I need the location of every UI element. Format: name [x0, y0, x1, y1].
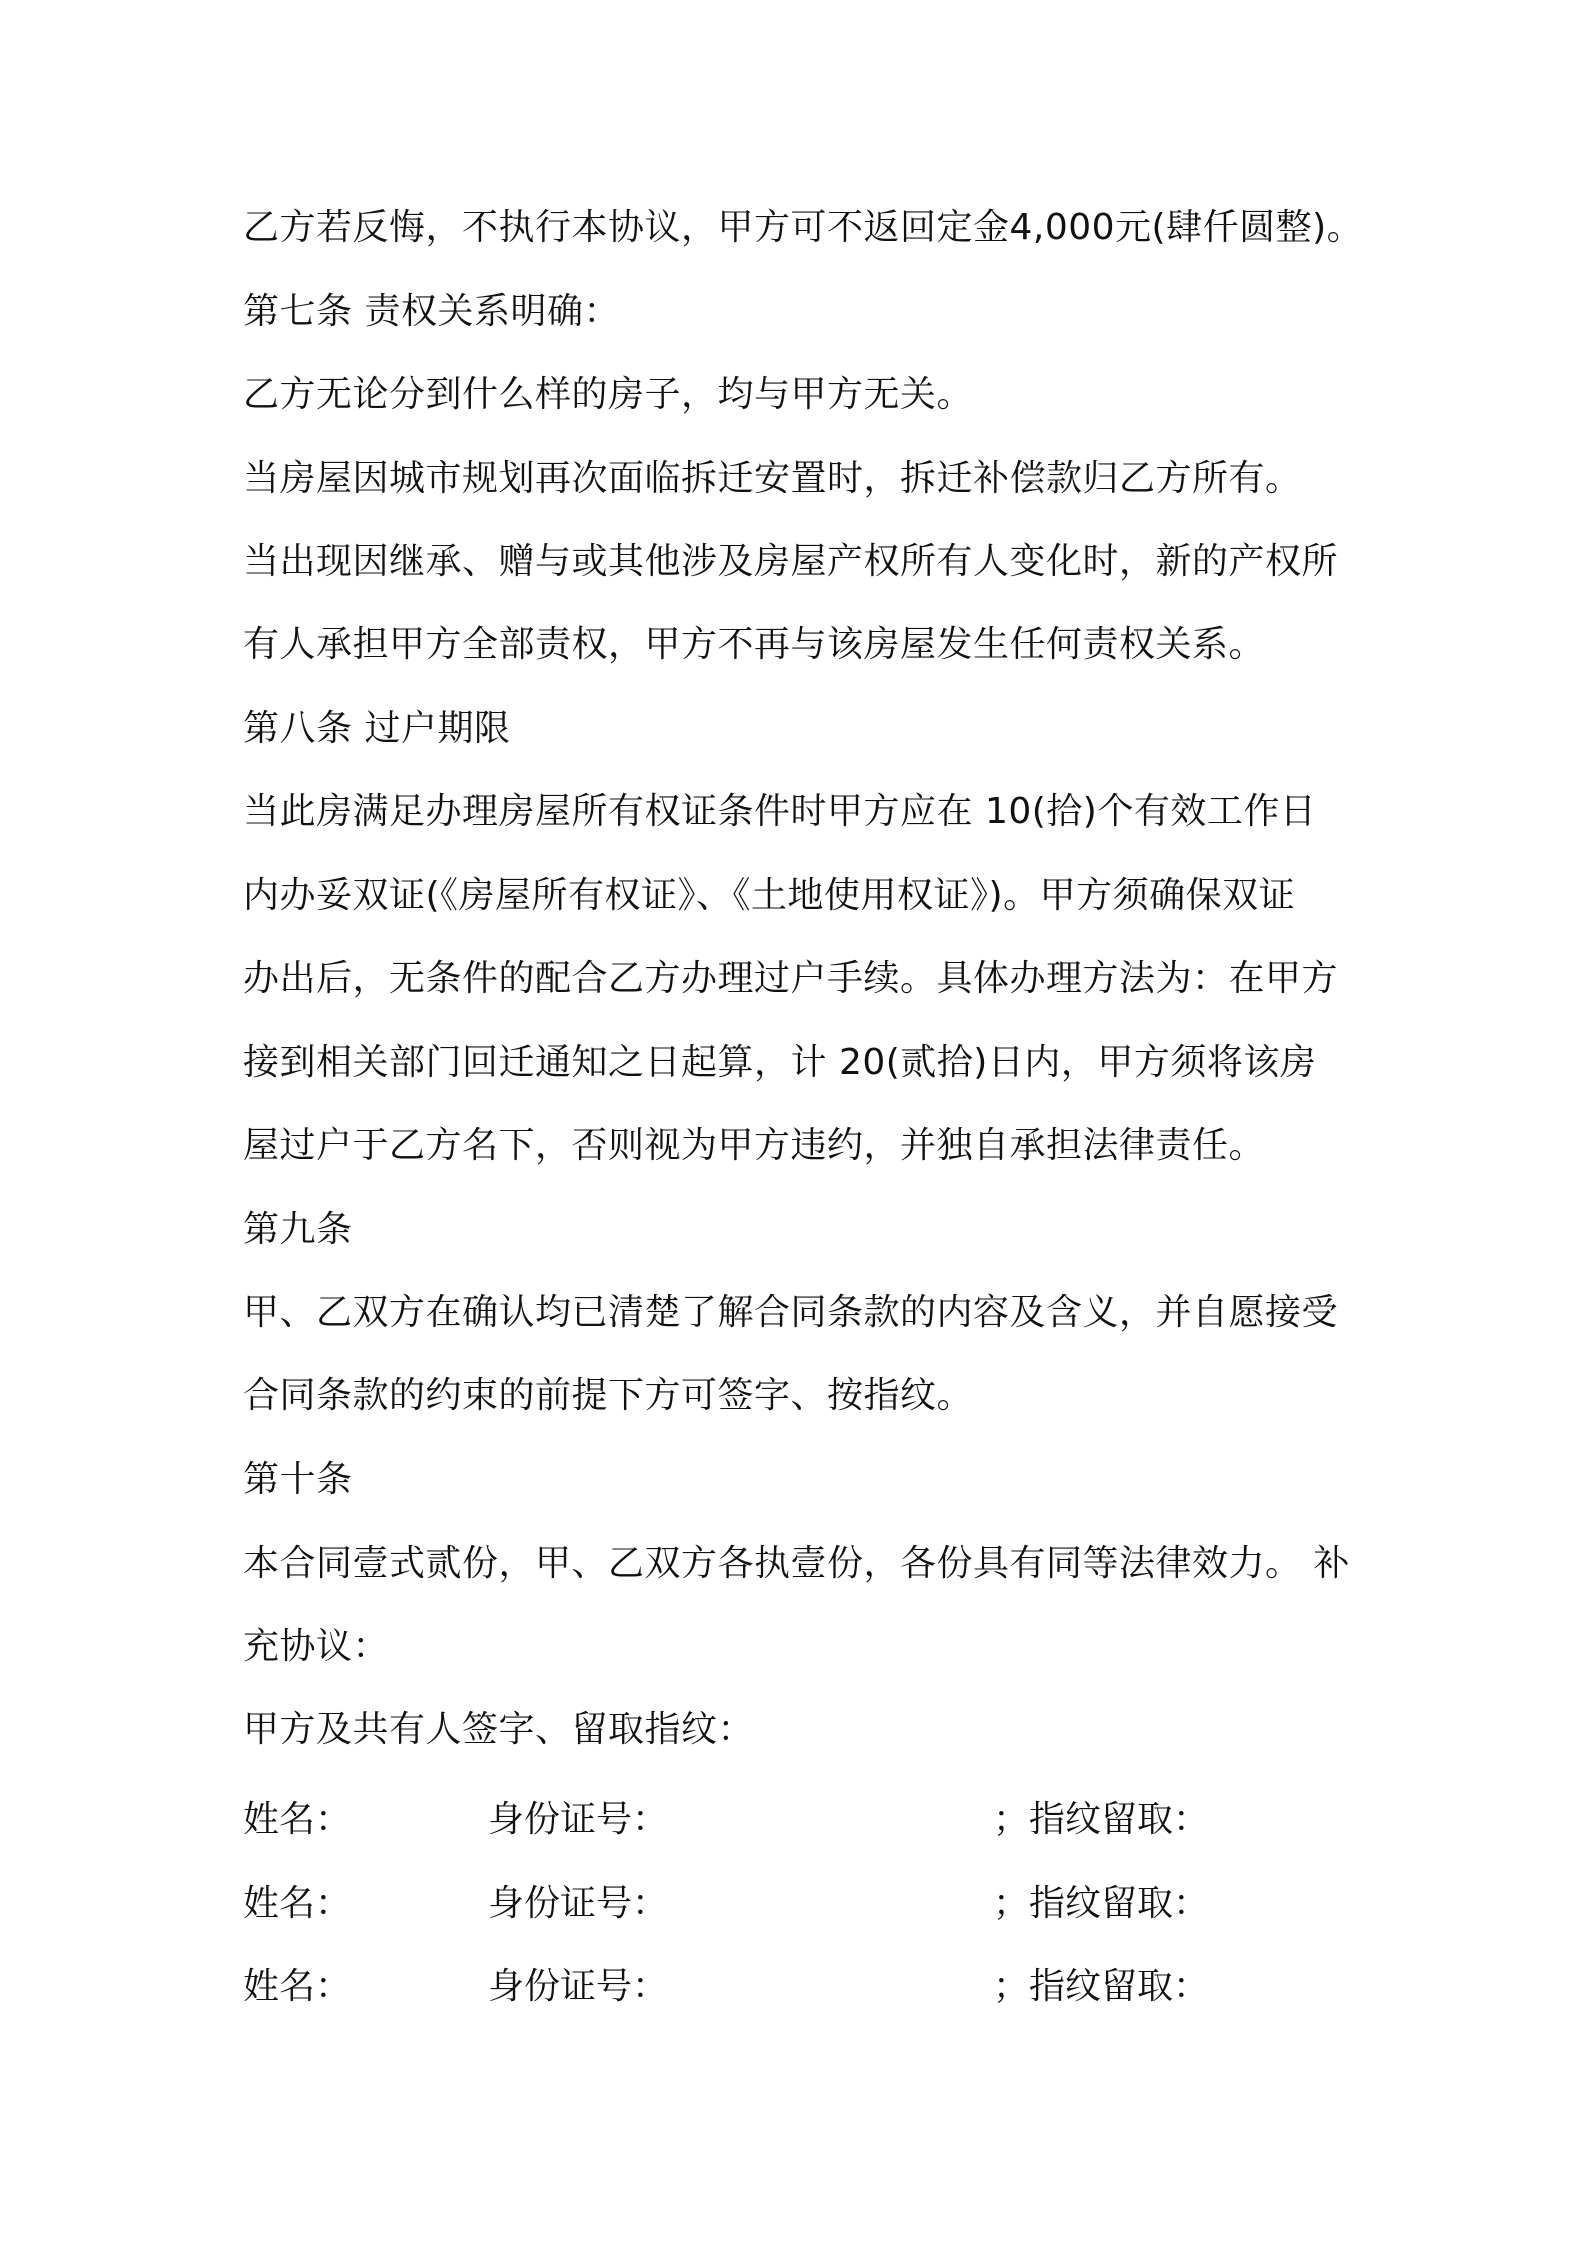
text-line: 内办妥双证(《房屋所有权证》、《土地使用权证》)。甲方须确保双证 — [243, 875, 1296, 916]
signature-row — [243, 1963, 1363, 2011]
text-line: 充协议： — [243, 1626, 390, 1667]
article-heading: 第十条 — [243, 1459, 353, 1500]
text-line: 当出现因继承、赠与或其他涉及房屋产权所有人变化时，新的产权所 — [243, 541, 1339, 582]
text-line: 本合同壹式贰份，甲、乙双方各执壹份，各份具有同等法律效力。 补 — [243, 1543, 1350, 1584]
article-heading: 第九条 — [243, 1209, 353, 1250]
text-line: 当此房满足办理房屋所有权证条件时甲方应在 10(拾)个有效工作日 — [243, 791, 1317, 832]
article-heading: 第七条 责权关系明确： — [243, 291, 620, 332]
text-line: 合同条款的约束的前提下方可签字、按指纹。 — [243, 1375, 974, 1416]
id-number-label: 身份证号： — [488, 1799, 669, 1840]
fingerprint-label: ；指纹留取： — [993, 1883, 1210, 1924]
text-line: 接到相关部门回迁通知之日起算，计 20(贰拾)日内，甲方须将该房 — [243, 1042, 1317, 1083]
text-line: 有人承担甲方全部责权，甲方不再与该房屋发生任何责权关系。 — [243, 624, 1266, 665]
signature-row — [243, 1880, 1363, 1928]
article-heading: 第八条 过户期限 — [243, 708, 511, 749]
fingerprint-label: ；指纹留取： — [993, 1966, 1210, 2007]
text-line: 屋过户于乙方名下，否则视为甲方违约，并独自承担法律责任。 — [243, 1125, 1266, 1166]
fingerprint-label: ；指纹留取： — [993, 1799, 1210, 1840]
text-line: 当房屋因城市规划再次面临拆迁安置时，拆迁补偿款归乙方所有。 — [243, 458, 1302, 499]
id-number-label: 身份证号： — [488, 1883, 669, 1924]
name-label: 姓名： — [243, 1883, 352, 1924]
text-line: 乙方无论分到什么样的房子，均与甲方无关。 — [243, 374, 974, 415]
signature-row — [243, 1796, 1363, 1844]
name-label: 姓名： — [243, 1799, 352, 1840]
text-line: 甲、乙双方在确认均已清楚了解合同条款的内容及含义，并自愿接受 — [243, 1292, 1339, 1333]
text-line: 乙方若反悔，不执行本协议，甲方可不返回定金4,000元(肆仟圆整)。 — [243, 207, 1364, 248]
text-line: 办出后，无条件的配合乙方办理过户手续。具体办理方法为：在甲方 — [243, 958, 1339, 999]
name-label: 姓名： — [243, 1966, 352, 2007]
signature-heading: 甲方及共有人签字、留取指纹： — [243, 1709, 755, 1750]
id-number-label: 身份证号： — [488, 1966, 669, 2007]
